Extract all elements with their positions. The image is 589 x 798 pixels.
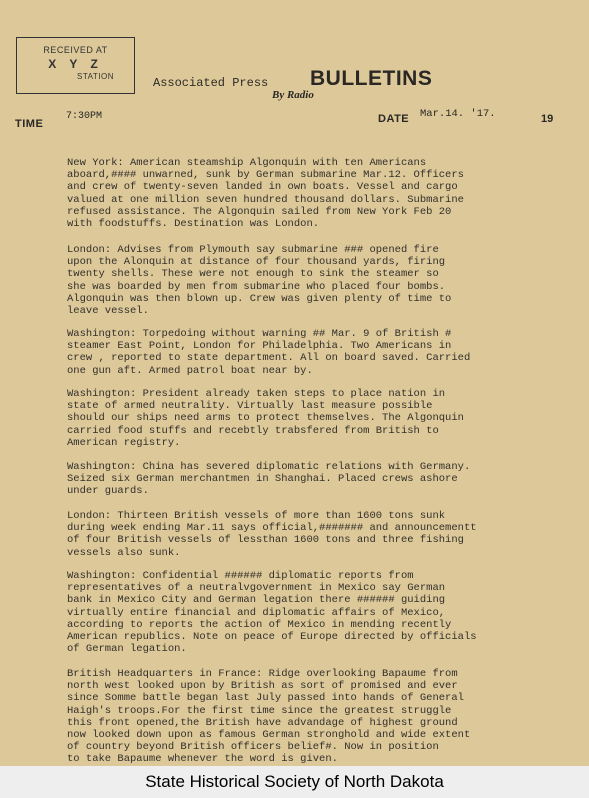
bulletin-washington-china: Washington: China has severed diplomatic relations with Germany. Seized six German merchantmen in Shanghai. Placed crews ashore under guards. [67,461,471,498]
date-year: 19 [541,113,554,125]
source-label: Associated Press [153,76,269,90]
time-value: 7:30PM [66,111,103,122]
stamp-xyz: X Y Z [48,57,103,71]
page-subtitle: By Radio [272,89,314,101]
bulletin-british-hq: British Headquarters in France: Ridge overlooking Bapaume from north west looked upon by British as sort of promised and ever since Somme battle began last July passed into hands of General Haigh's troops.For the first time since the greatest struggle this front opened,the British have advandage of highest ground now looked down upon as famous German stronghold and wide extent of country beyond British officers belief#. Now in position to take Bapaume whenever the word is given. [67,668,471,766]
bulletin-new-york: New York: American steamship Algonquin with ten Americans aboard,#### unwarned, sunk by German submarine Mar.12. Officers and crew of twenty-seven landed in own boats. Vessel and cargo valued at one million seven hundred thousand dollars. Submarine refused assistance. The Algonquin sailed from New York Feb 20 with foodstuffs. Destination was London. [67,157,464,231]
bulletin-washington-neutrality: Washington: President already taken steps to place nation in state of armed neutrality. Virtually last measure possible should our ships need arms to protect themselves. The Algonquin carried food stuffs and recebtly trabsfered from British to American registry. [67,388,464,449]
archive-credit: State Historical Society of North Dakota [0,766,589,798]
time-label: TIME [15,118,44,130]
received-stamp [16,37,135,94]
bulletin-washington-mexico: Washington: Confidential ###### diplomatic reports from representatives of a neutralvgovernment in Mexico say German bank in Mexico City and German legation there ###### guiding virtually entire financial and diplomatic affairs of Mexico, according to reports the action of Mexico in mending recently American republics. Note on peace of Europe directed by officials of German legation. [67,570,477,656]
date-value: Mar.14. '17. [420,108,496,120]
bulletin-london-plymouth: London: Advises from Plymouth say submarine ### opened fire upon the Alonquin at distance of four thousand yards, firing twenty shells. These were not enough to sink the steamer so she was boarded by men from submarine who placed four bombs. Algonquin was then blown up. Crew was given plenty of time to leave vessel. [67,244,452,318]
stamp-received-at: RECEIVED AT [43,45,108,55]
bulletin-washington-torpedo: Washington: Torpedoing without warning ## Mar. 9 of British # steamer East Point, London for Philadelphia. Two Americans in crew , reported to state department. All on board saved. Carried one gun aft. Armed patrol boat near by. [67,328,471,377]
date-label: DATE [378,113,410,125]
stamp-station: STATION [77,72,114,81]
bulletin-london-vessels: London: Thirteen British vessels of more than 1600 tons sunk during week ending Mar.11 says official,####### and announcementt of four British vessels of lessthan 1600 tons and three fishing vessels also sunk. [67,510,477,559]
page-title: BULLETINS [310,67,433,90]
